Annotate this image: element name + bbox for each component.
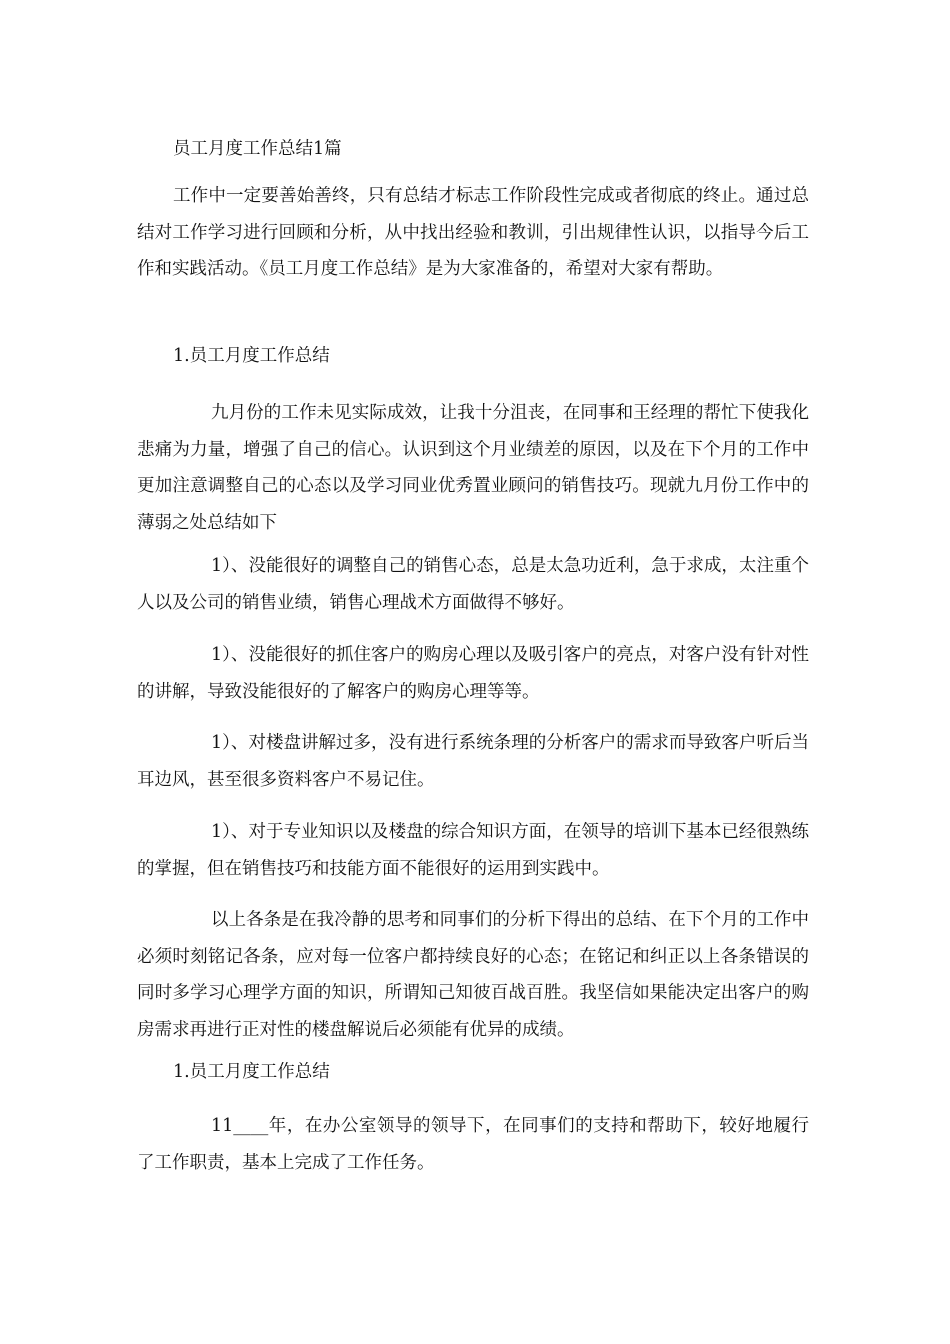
document-title: 员工月度工作总结1篇: [173, 139, 342, 159]
list-item-paragraph: 1）、对于专业知识以及楼盘的综合知识方面，在领导的培训下基本已经很熟练的掌握，但在销售技巧和技能方面不能很好的运用到实践中。: [137, 822, 809, 879]
body-paragraph: 以上各条是在我冷静的思考和同事们的分析下得出的总结、在下个月的工作中必须时刻铭记各条，应对每一位客户都持续良好的心态；在铭记和纠正以上各条错误的同时多学习心理学方面的知识，所谓知己知彼百战百胜。我坚信如果能决定出客户的购房需求再进行正对性的楼盘解说后必须能有优异的成绩。: [137, 910, 809, 1040]
body-paragraph: 九月份的工作未见实际成效，让我十分沮丧，在同事和王经理的帮忙下使我化悲痛为力量，增强了自己的信心。认识到这个月业绩差的原因，以及在下个月的工作中更加注意调整自己的心态以及学习同业优秀置业顾问的销售技巧。现就九月份工作中的薄弱之处总结如下: [137, 403, 809, 533]
section-heading: 1.员工月度工作总结: [173, 346, 330, 366]
body-paragraph: 11____年，在办公室领导的领导下，在同事们的支持和帮助下，较好地履行了工作职责，基本上完成了工作任务。: [137, 1116, 809, 1173]
section-heading: 1.员工月度工作总结: [173, 1062, 330, 1082]
list-item-paragraph: 1）、没能很好的抓住客户的购房心理以及吸引客户的亮点，对客户没有针对性的讲解，导致没能很好的了解客户的购房心理等等。: [137, 645, 809, 702]
list-item-paragraph: 1）、对楼盘讲解过多，没有进行系统条理的分析客户的需求而导致客户听后当耳边风，甚至很多资料客户不易记住。: [137, 733, 809, 790]
list-item-paragraph: 1）、没能很好的调整自己的销售心态，总是太急功近利，急于求成，太注重个人以及公司的销售业绩，销售心理战术方面做得不够好。: [137, 556, 809, 613]
intro-paragraph: 工作中一定要善始善终，只有总结才标志工作阶段性完成或者彻底的终止。通过总结对工作学习进行回顾和分析，从中找出经验和教训，引出规律性认识，以指导今后工作和实践活动。《员工月度工作总结》是为大家准备的，希望对大家有帮助。: [137, 186, 809, 279]
